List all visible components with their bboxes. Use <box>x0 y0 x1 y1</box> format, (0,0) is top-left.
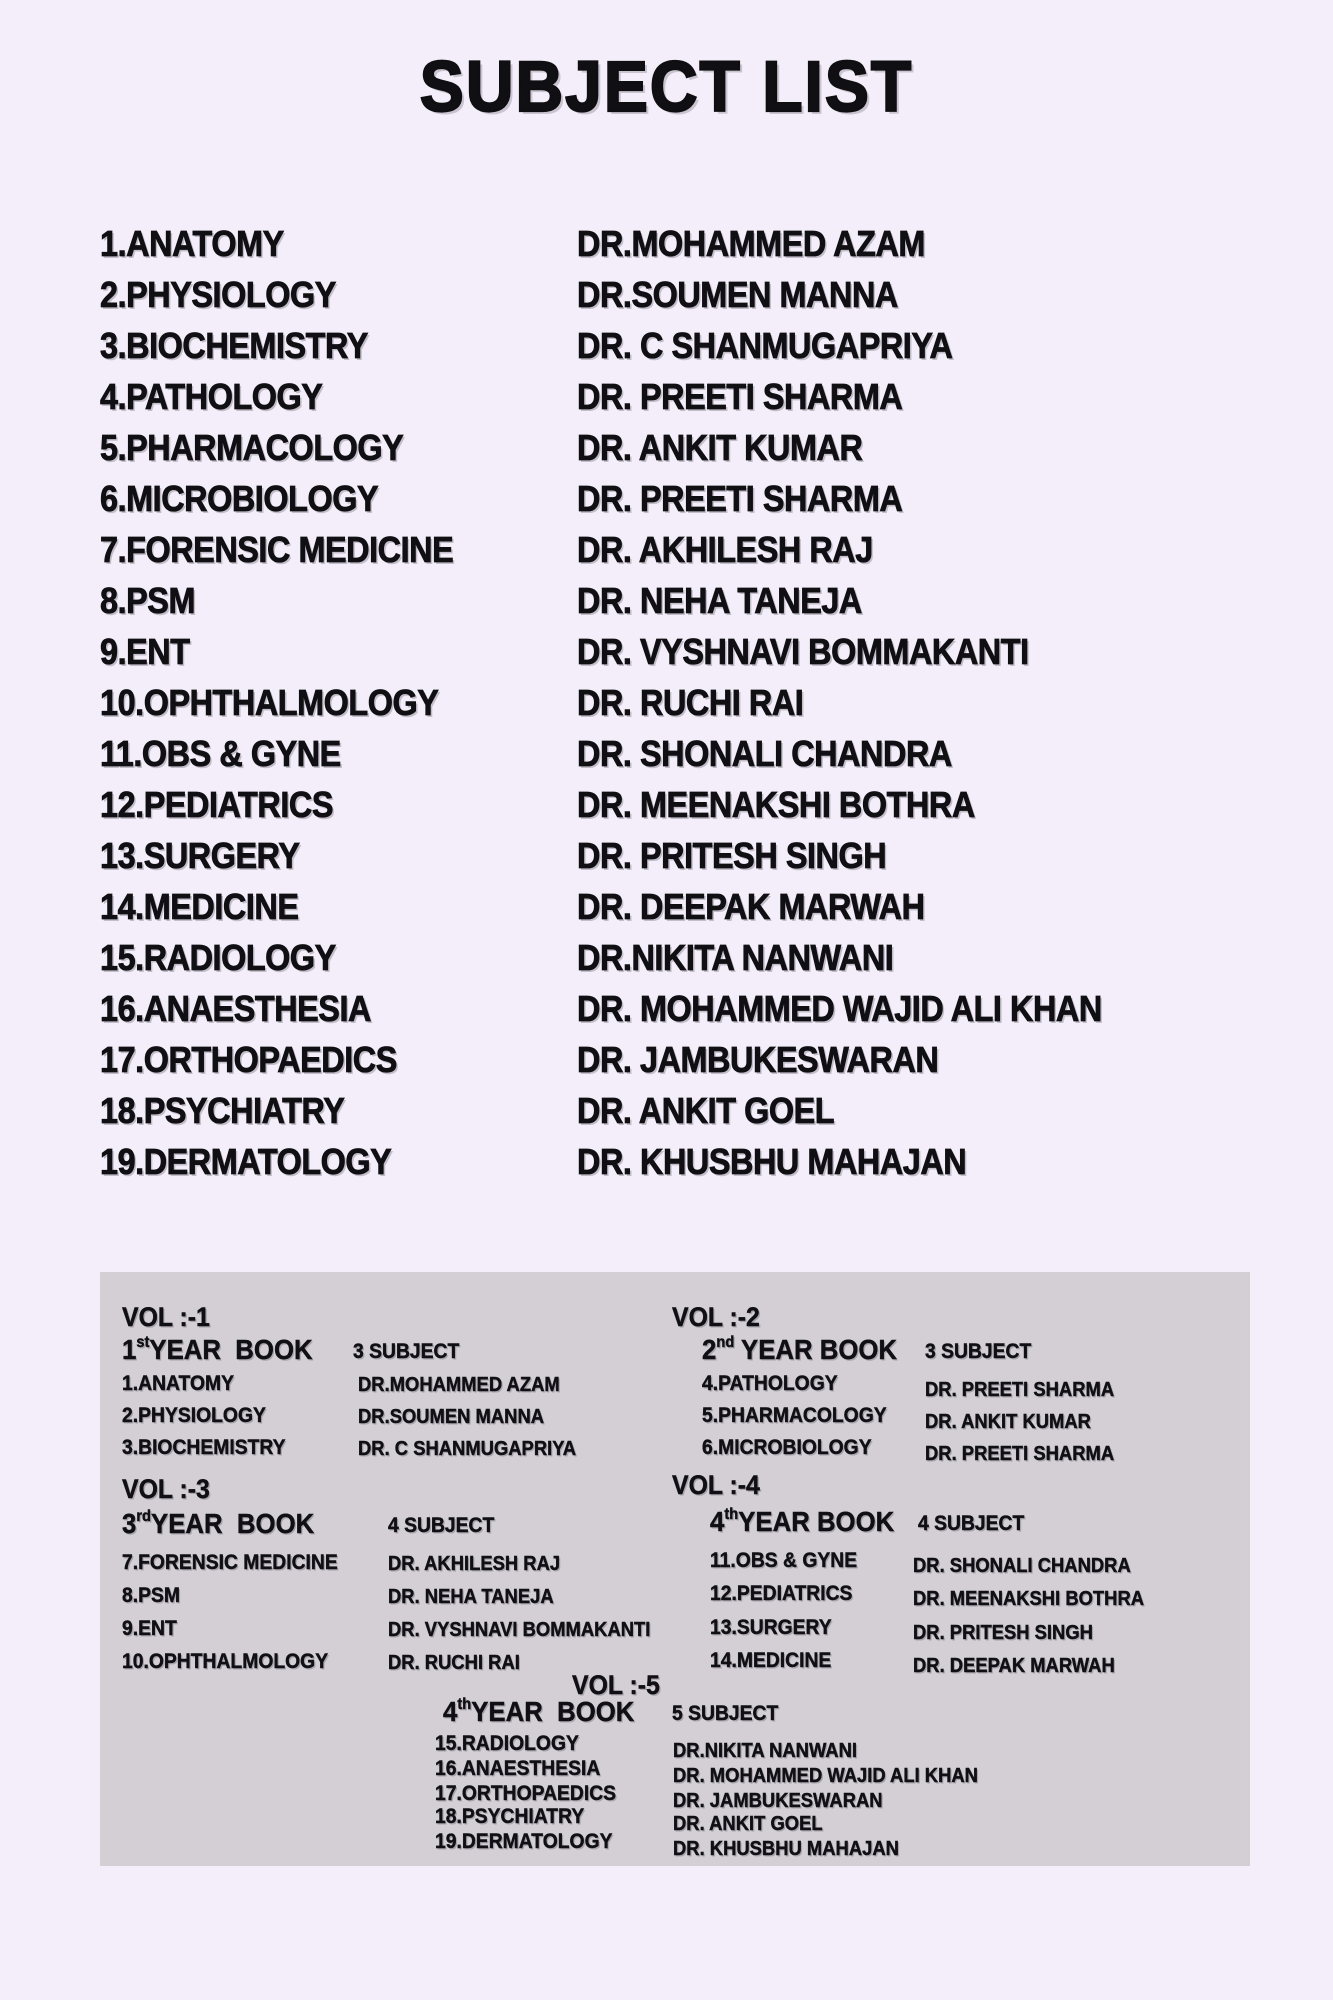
vol-year-book <box>710 1506 894 1538</box>
list-row <box>0 320 1333 371</box>
vol-subject: 5.PHARMACOLOGY <box>702 1404 887 1427</box>
list-row <box>0 524 1333 575</box>
year-book-text: YEAR BOOK <box>734 1334 898 1365</box>
subject-name: 9.ENT <box>100 631 190 672</box>
list-row <box>0 218 1333 269</box>
list-row <box>0 881 1333 932</box>
subject-name: 14.MEDICINE <box>100 886 299 927</box>
doctor-name: DR. MOHAMMED WAJID ALI KHAN <box>577 988 1102 1029</box>
list-row <box>0 473 1333 524</box>
subject-name: 15.RADIOLOGY <box>100 937 336 978</box>
vol-label: VOL :-4 <box>672 1470 760 1500</box>
doctor-name: DR. PREETI SHARMA <box>577 478 903 519</box>
volumes-panel <box>100 1272 1250 1866</box>
subject-name: 16.ANAESTHESIA <box>100 988 371 1029</box>
subject-name: 10.OPHTHALMOLOGY <box>100 682 439 723</box>
subject-name: 3.BIOCHEMISTRY <box>100 325 368 366</box>
vol-doctor: DR. SHONALI CHANDRA <box>913 1555 1131 1577</box>
list-row <box>0 830 1333 881</box>
vol-doctor: DR. AKHILESH RAJ <box>388 1553 561 1575</box>
year-book-text: YEAR BOOK <box>471 1696 635 1727</box>
list-row <box>0 269 1333 320</box>
subject-name: 13.SURGERY <box>100 835 300 876</box>
list-row <box>0 932 1333 983</box>
vol-subject: 7.FORENSIC MEDICINE <box>122 1551 338 1574</box>
vol-doctor: DR.SOUMEN MANNA <box>358 1406 545 1428</box>
list-row <box>0 983 1333 1034</box>
vol-doctor: DR. DEEPAK MARWAH <box>913 1655 1115 1677</box>
vol-year-book <box>702 1334 897 1366</box>
year-number: 4 <box>443 1696 458 1727</box>
subject-name: 6.MICROBIOLOGY <box>100 478 379 519</box>
doctor-name: DR.NIKITA NANWANI <box>577 937 894 978</box>
doctor-name: DR. ANKIT GOEL <box>577 1090 835 1131</box>
year-book-text: YEAR BOOK <box>151 1508 315 1539</box>
subject-name: 4.PATHOLOGY <box>100 376 323 417</box>
year-ordinal: st <box>136 1334 150 1351</box>
vol-subject: 13.SURGERY <box>710 1616 832 1639</box>
subject-name: 19.DERMATOLOGY <box>100 1141 392 1182</box>
vol-subject: 19.DERMATOLOGY <box>435 1830 613 1853</box>
year-ordinal: th <box>724 1506 739 1523</box>
subject-name: 12.PEDIATRICS <box>100 784 334 825</box>
doctor-name: DR. AKHILESH RAJ <box>577 529 873 570</box>
vol-subject: 11.OBS & GYNE <box>710 1549 858 1572</box>
vol-subject-count: 4 SUBJECT <box>388 1514 495 1537</box>
vol-year-book <box>122 1334 313 1366</box>
list-row <box>0 626 1333 677</box>
vol-doctor: DR. ANKIT GOEL <box>673 1813 823 1835</box>
subject-name: 11.OBS & GYNE <box>100 733 341 774</box>
subject-name: 17.ORTHOPAEDICS <box>100 1039 397 1080</box>
vol-subject: 9.ENT <box>122 1617 177 1640</box>
vol-subject-count: 4 SUBJECT <box>918 1512 1025 1535</box>
year-number: 2 <box>702 1334 717 1365</box>
vol-year-book <box>122 1508 314 1540</box>
vol-subject-count: 3 SUBJECT <box>925 1340 1032 1363</box>
subject-name: 5.PHARMACOLOGY <box>100 427 404 468</box>
doctor-name: DR.SOUMEN MANNA <box>577 274 898 315</box>
doctor-name: DR. DEEPAK MARWAH <box>577 886 925 927</box>
year-number: 3 <box>122 1508 137 1539</box>
vol-label: VOL :-5 <box>572 1670 660 1700</box>
vol-subject: 1.ANATOMY <box>122 1372 234 1395</box>
vol-label: VOL :-3 <box>122 1474 210 1504</box>
year-book-text: YEAR BOOK <box>149 1334 313 1365</box>
vol-subject: 14.MEDICINE <box>710 1649 832 1672</box>
vol-subject-count: 5 SUBJECT <box>672 1702 779 1725</box>
vol-label: VOL :-1 <box>122 1302 210 1332</box>
list-row <box>0 728 1333 779</box>
vol-label: VOL :-2 <box>672 1302 760 1332</box>
vol-subject: 17.ORTHOPAEDICS <box>435 1782 617 1805</box>
vol-doctor: DR. JAMBUKESWARAN <box>673 1790 883 1812</box>
doctor-name: DR. SHONALI CHANDRA <box>577 733 952 774</box>
list-row <box>0 1136 1333 1187</box>
subject-name: 18.PSYCHIATRY <box>100 1090 345 1131</box>
doctor-name: DR. JAMBUKESWARAN <box>577 1039 939 1080</box>
year-ordinal: th <box>457 1696 472 1713</box>
vol-subject: 18.PSYCHIATRY <box>435 1805 585 1828</box>
vol-doctor: DR. MEENAKSHI BOTHRA <box>913 1588 1145 1610</box>
doctor-name: DR. VYSHNAVI BOMMAKANTI <box>577 631 1029 672</box>
doctor-name: DR. KHUSBHU MAHAJAN <box>577 1141 967 1182</box>
doctor-name: DR.MOHAMMED AZAM <box>577 223 925 264</box>
list-row <box>0 371 1333 422</box>
vol-subject: 4.PATHOLOGY <box>702 1372 838 1395</box>
vol-subject: 15.RADIOLOGY <box>435 1732 579 1755</box>
year-book-text: YEAR BOOK <box>738 1506 895 1537</box>
list-row <box>0 1085 1333 1136</box>
list-row <box>0 575 1333 626</box>
vol-doctor: DR.MOHAMMED AZAM <box>358 1374 560 1396</box>
vol-doctor: DR.NIKITA NANWANI <box>673 1740 857 1762</box>
vol-doctor: DR. ANKIT KUMAR <box>925 1411 1091 1433</box>
vol-doctor: DR. KHUSBHU MAHAJAN <box>673 1838 899 1860</box>
year-number: 4 <box>710 1506 725 1537</box>
subject-name: 8.PSM <box>100 580 195 621</box>
vol-doctor: DR. PREETI SHARMA <box>925 1379 1115 1401</box>
vol-subject: 8.PSM <box>122 1584 180 1607</box>
vol-doctor: DR. NEHA TANEJA <box>388 1586 554 1608</box>
vol-doctor: DR. PREETI SHARMA <box>925 1443 1115 1465</box>
doctor-name: DR. PREETI SHARMA <box>577 376 903 417</box>
year-ordinal: rd <box>136 1508 152 1525</box>
doctor-name: DR. NEHA TANEJA <box>577 580 862 621</box>
doctor-name: DR. PRITESH SINGH <box>577 835 887 876</box>
vol-subject: 2.PHYSIOLOGY <box>122 1404 266 1427</box>
list-row <box>0 779 1333 830</box>
doctor-name: DR. RUCHI RAI <box>577 682 804 723</box>
doctor-name: DR. C SHANMUGAPRIYA <box>577 325 953 366</box>
vol-doctor: DR. PRITESH SINGH <box>913 1622 1093 1644</box>
vol-doctor: DR. MOHAMMED WAJID ALI KHAN <box>673 1765 978 1787</box>
vol-subject: 6.MICROBIOLOGY <box>702 1436 872 1459</box>
vol-year-book <box>443 1696 634 1728</box>
vol-subject: 16.ANAESTHESIA <box>435 1757 601 1780</box>
vol-subject: 3.BIOCHEMISTRY <box>122 1436 286 1459</box>
vol-subject-count: 3 SUBJECT <box>353 1340 460 1363</box>
subject-name: 2.PHYSIOLOGY <box>100 274 336 315</box>
list-row <box>0 677 1333 728</box>
page-title: SUBJECT LIST <box>419 46 914 126</box>
vol-doctor: DR. RUCHI RAI <box>388 1652 520 1674</box>
vol-subject: 12.PEDIATRICS <box>710 1582 853 1605</box>
list-row <box>0 1034 1333 1085</box>
vol-doctor: DR. C SHANMUGAPRIYA <box>358 1438 577 1460</box>
subject-name: 1.ANATOMY <box>100 223 284 264</box>
list-row <box>0 422 1333 473</box>
subject-name: 7.FORENSIC MEDICINE <box>100 529 454 570</box>
vol-doctor: DR. VYSHNAVI BOMMAKANTI <box>388 1619 651 1641</box>
year-ordinal: nd <box>716 1334 735 1351</box>
doctor-name: DR. ANKIT KUMAR <box>577 427 863 468</box>
year-number: 1 <box>122 1334 137 1365</box>
vol-subject: 10.OPHTHALMOLOGY <box>122 1650 329 1673</box>
doctor-name: DR. MEENAKSHI BOTHRA <box>577 784 975 825</box>
